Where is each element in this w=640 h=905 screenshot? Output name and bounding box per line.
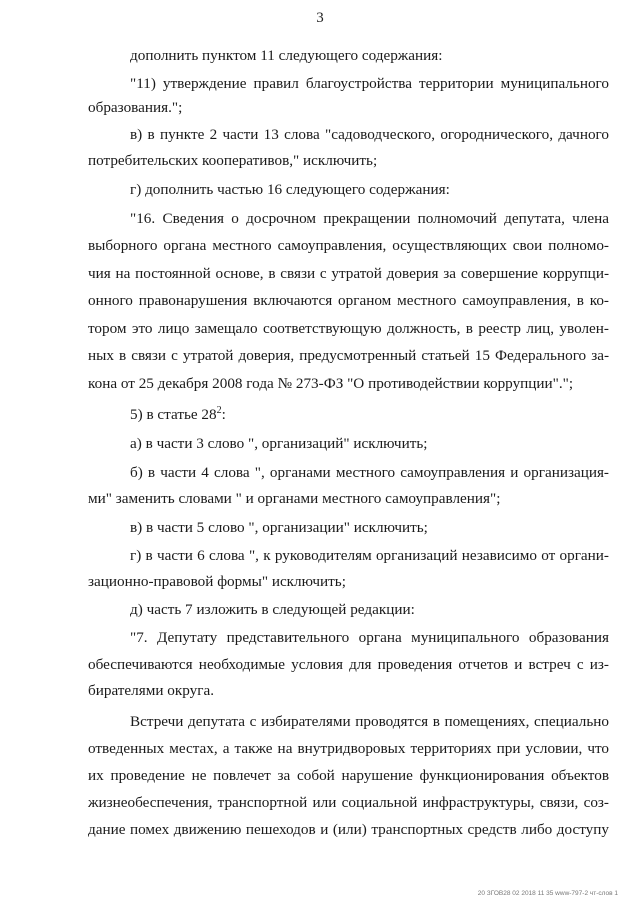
text-line: обеспечиваются необходимые условия для проведения отчетов и встреч с из-: [88, 656, 609, 673]
text-line: г) дополнить частью 16 следующего содержания:: [130, 181, 450, 198]
text-line: в) в пункте 2 части 13 слова "садоводческого, огороднического, дачного: [130, 126, 609, 143]
text-line: жизнеобеспечения, транспортной или социальной инфраструктуры, связи, соз-: [88, 794, 609, 811]
text-line: в) в части 5 слово ", организации" исключить;: [130, 519, 428, 536]
document-footer-code: 20 ЗГОВ28 02 2018 11 35 www-797-2 чт-слов 1: [477, 890, 618, 897]
text-line: их проведение не повлечет за собой нарушение функционирования объектов: [88, 767, 609, 784]
text-line: бирателями округа.: [88, 682, 215, 699]
text-line: "11) утверждение правил благоустройства территории муниципального: [130, 75, 609, 92]
page-number: 3: [316, 10, 324, 26]
text-line: а) в части 3 слово ", организаций" исключить;: [130, 435, 428, 452]
text-line: кона от 25 декабря 2008 года № 273-ФЗ "О противодействии коррупции".";: [88, 375, 574, 392]
text-line: тором это лицо замещало соответствующую должность, в реестр лиц, уволен-: [88, 320, 609, 337]
text-line: ных в связи с утратой доверия, предусмотренный статьей 15 Федерального за-: [88, 347, 609, 364]
text-line: онного правонарушения включаются органом местного самоуправления, в ко-: [88, 292, 609, 309]
text-line: г) в части 6 слова ", к руководителям организаций независимо от органи-: [130, 547, 609, 564]
text-line: дополнить пунктом 11 следующего содержания:: [130, 47, 443, 64]
text-line: чия на постоянной основе, в связи с утратой доверия за совершение коррупци-: [88, 265, 609, 282]
text-line: б) в части 4 слова ", органами местного самоуправления и организация-: [130, 464, 609, 481]
text-span: :: [221, 406, 226, 423]
text-line: [130, 406, 226, 424]
text-line: "7. Депутату представительного органа муниципального образования: [130, 629, 609, 646]
text-line: отведенных местах, а также на внутридворовых территориях при условии, что: [88, 740, 609, 757]
text-line: д) часть 7 изложить в следующей редакции:: [130, 601, 415, 618]
text-line: зационно-правовой формы" исключить;: [88, 573, 346, 590]
text-line: ми" заменить словами " и органами местного самоуправления";: [88, 490, 501, 507]
text-line: "16. Сведения о досрочном прекращении полномочий депутата, члена: [130, 210, 609, 227]
text-line: образования.";: [88, 99, 183, 116]
text-span: 5) в статье 28: [130, 406, 217, 423]
text-line: выборного органа местного самоуправления, осуществляющих свои полномо-: [88, 237, 609, 254]
text-line: Встречи депутата с избирателями проводятся в помещениях, специально: [130, 713, 609, 730]
text-line: потребительских кооперативов," исключить;: [88, 152, 378, 169]
superscript: 2: [216, 405, 222, 416]
text-line: дание помех движению пешеходов и (или) транспортных средств либо доступу: [88, 821, 609, 838]
